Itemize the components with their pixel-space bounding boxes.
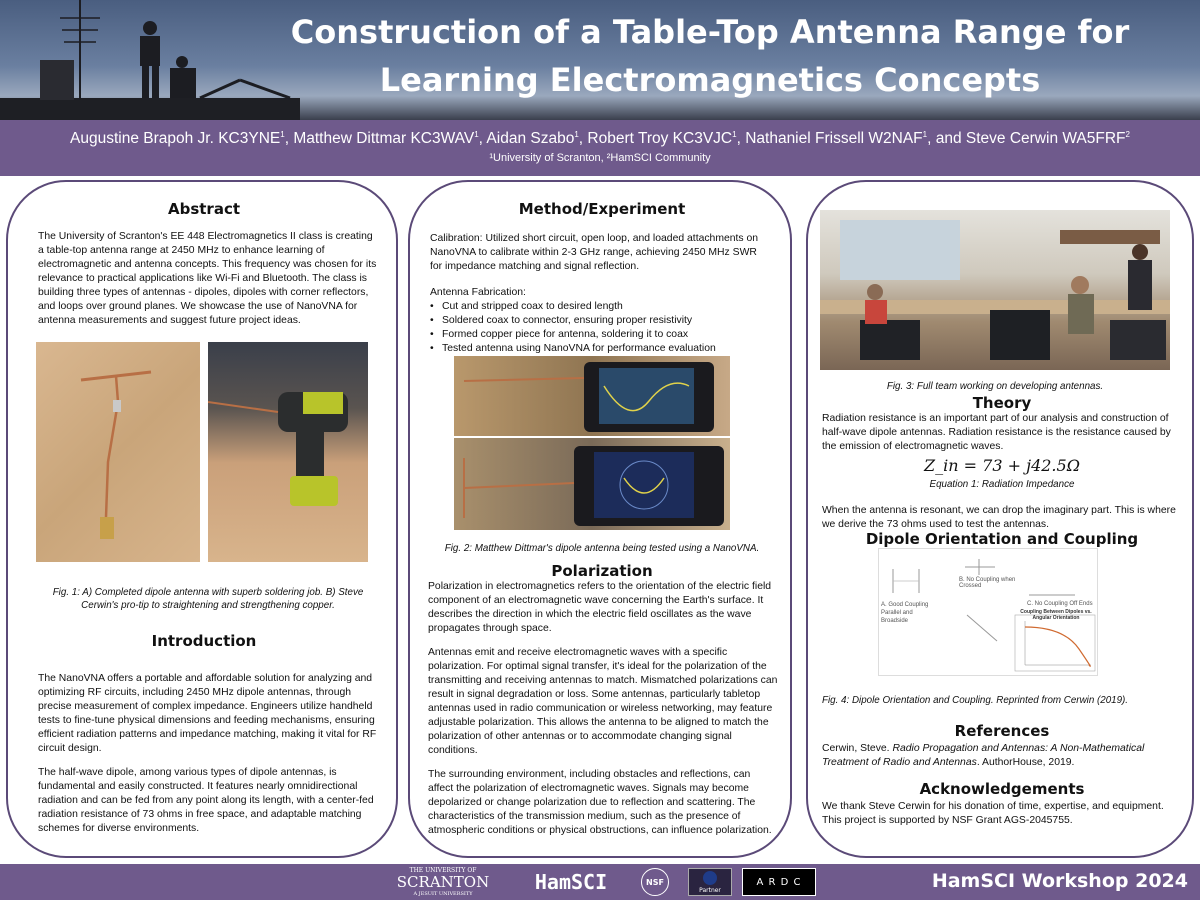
left-column-panel xyxy=(6,180,398,858)
footer-bar xyxy=(0,864,1200,900)
author: Matthew Dittmar KC3WAV xyxy=(293,130,475,148)
list-item: • Tested antenna using NanoVNA for performance evaluation xyxy=(430,342,780,356)
coupling-label-a: A. Good Coupling Parallel and Broadside xyxy=(881,602,929,624)
reference-book: Radio Propagation and Antennas: A Non-Mathematical Treatment of Radio and Antennas xyxy=(822,743,1145,768)
hamsci-logo: HamSCI xyxy=(534,870,608,894)
poster-title: Construction of a Table-Top Antenna Range for Learning Electromagnetics Concepts xyxy=(290,13,1130,99)
author: Robert Troy KC3VJC xyxy=(587,130,733,148)
nasa-partner-logo: Partner xyxy=(688,868,732,896)
fig1-caption: Fig. 1: A) Completed dipole antenna with superb soldering job. B) Steve Cerwin's pro-tip to straightening and strengthening copper. xyxy=(52,587,364,611)
calibration-text: Calibration: Utilized short circuit, open loop, and loaded attachments on NanoVNA to calibrate within 2-3 GHz range, achieving 2450 MHz SWR for impedance matching and signal reflection. xyxy=(430,233,759,272)
author: Aidan Szabo xyxy=(486,130,575,148)
coupling-label-b: B. No Coupling when Crossed xyxy=(959,577,1016,589)
acknowledgements-heading: Acknowledgements xyxy=(919,780,1085,798)
introduction-heading: Introduction xyxy=(151,632,257,650)
workshop-label: HamSCI Workshop 2024 xyxy=(931,870,1188,892)
reference-publisher: . AuthorHouse, 2019. xyxy=(976,757,1075,768)
polarization-paragraph-3: The surrounding environment, including obstacles and reflections, can affect the polarization of electromagnetic waves. Signals may become depolarized or change polarization due to reflection and scattering. The characteristics of the transmission medium, such as the presence of atmospheric conditions or physical obstructions, can influence polarization. xyxy=(428,769,772,836)
dipole-heading: Dipole Orientation and Coupling xyxy=(865,530,1139,548)
references-heading: References xyxy=(954,722,1050,740)
dipole-orientation-figure xyxy=(878,548,1098,676)
reference-author: Cerwin, Steve. xyxy=(822,743,893,754)
introduction-paragraph-1: The NanoVNA offers a portable and affordable solution for analyzing and optimizing RF circuits, including 2450 MHz dipole antennas, through precise measurement of complex impedance. Engineers utilize handheld tests to fine-tune physical dimensions and feeding mechanisms, ensuring efficient radiation patterns and impedance matching, making it vital for RF circuit design. xyxy=(38,673,377,754)
lab-drawing xyxy=(820,210,1170,370)
nanovna-drawing-1 xyxy=(454,356,730,436)
polarization-paragraph-1: Polarization in electromagnetics refers to the orientation of the electric field component of an electromagnetic wave concerning the Earth's surface. It describes the direction in which the electric field oscillates as the wave propagates through space. xyxy=(428,581,772,634)
right-column-panel xyxy=(806,180,1194,858)
polarization-heading: Polarization xyxy=(551,562,653,580)
drill-photo xyxy=(208,342,368,562)
ardc-logo: A R D C xyxy=(742,868,816,896)
author: Nathaniel Frissell W2NAF xyxy=(745,130,923,148)
title-banner xyxy=(0,0,1200,120)
fig4-caption: Fig. 4: Dipole Orientation and Coupling. Reprinted from Cerwin (2019). xyxy=(822,695,1129,706)
affiliations: ¹University of Scranton, ²HamSCI Community xyxy=(489,152,711,165)
list-item: • Soldered coax to connector, ensuring proper resistivity xyxy=(430,314,780,328)
theory-heading: Theory xyxy=(972,394,1032,412)
reference-entry xyxy=(822,742,1182,770)
equation-caption: Equation 1: Radiation Impedance xyxy=(929,479,1075,490)
coupling-chart-title: Coupling Between Dipoles vs. Angular Orientation xyxy=(1020,609,1092,621)
fabrication-steps xyxy=(430,300,780,356)
nanovna-photo-1 xyxy=(454,356,730,436)
fig2-caption: Fig. 2: Matthew Dittmar's dipole antenna being tested using a NanoVNA. xyxy=(444,543,760,554)
middle-column-panel xyxy=(408,180,792,858)
introduction-paragraph-2: The half-wave dipole, among various types of dipole antennas, is fundamental and easily constructed. It features nearly omnidirectional radiation and can be fed from any point along its length, with a center-fed radiation resistance of 73 ohms in free space, and adaptable matching schemes for diverse environments. xyxy=(38,767,374,834)
polarization-paragraph-2: Antennas emit and receive electromagnetic waves with a specific polarization. For optimal signal transfer, it's ideal for the polarization of the transmitting and receiving antennas to match. Mismatched polarizations can result in signal degradation or loss. Some antennas, particularly tabletop antennas used in radio communication or wireless networking, may feature adjustable polarization. This allows the antenna to be aligned to match the polarization of other antennas or to accommodate changing signal conditions. xyxy=(428,647,778,756)
author: Augustine Brapoh Jr. KC3YNE xyxy=(70,130,281,148)
antenna-drawing xyxy=(36,342,200,562)
rooftop-silhouette xyxy=(0,0,300,120)
scranton-logo: THE UNIVERSITY OF SCRANTON A JESUIT UNIVERSITY xyxy=(396,866,490,897)
abstract-text: The University of Scranton's EE 448 Electromagnetics II class is creating a table-top antenna range at 2450 MHz to enhance learning of electromagnetic and antenna concepts. This frequency was chosen for its relevance to practical applications like Wi-Fi and Bluetooth. The class is building three types of antennas - dipoles, dipoles with corner reflectors, and loops over ground planes. We showcase the use of NanoVNA for antenna measurements and suggest future project ideas. xyxy=(38,231,377,326)
abstract-heading: Abstract xyxy=(167,200,241,218)
nsf-logo: NSF xyxy=(638,868,672,896)
nanovna-drawing-2 xyxy=(454,438,730,530)
nasa-icon xyxy=(703,871,717,885)
radiation-impedance-equation: Z_in = 73 + j42.5Ω xyxy=(924,456,1080,475)
drill-drawing xyxy=(208,342,368,562)
list-item: • Formed copper piece for antenna, soldering it to coax xyxy=(430,328,780,342)
acknowledgements-text: We thank Steve Cerwin for his donation of time, expertise, and equipment. This project is supported by NSF Grant AGS-2045755. xyxy=(822,801,1164,826)
author: and Steve Cerwin WA5FRF xyxy=(935,130,1126,148)
author-bar xyxy=(0,120,1200,176)
dipole-antenna-photo xyxy=(36,342,200,562)
fabrication-title: Antenna Fabrication: xyxy=(430,287,526,298)
theory-paragraph-1: Radiation resistance is an important part of our analysis and construction of half-wave dipole antennas. Radiation resistance is the resistance caused by the emission of electromagnetic waves. xyxy=(822,413,1171,452)
nanovna-photo-2 xyxy=(454,438,730,530)
list-item: • Cut and stripped coax to desired length xyxy=(430,300,780,314)
method-heading: Method/Experiment xyxy=(518,200,686,218)
team-photo xyxy=(820,210,1170,370)
theory-paragraph-2: When the antenna is resonant, we can drop the imaginary part. This is where we derive the 73 ohms used to test the antennas. xyxy=(822,505,1176,530)
fig3-caption: Fig. 3: Full team working on developing antennas. xyxy=(886,381,1104,392)
author-list: Augustine Brapoh Jr. KC3YNE$^1$, Matthew Dittmar KC3WAV$^1$, Aidan Szabo$^1$, Robert Troy KC3VJC$^1$, Nathaniel Frissell W2NAF$^1$, and Steve Cerwin WA5FRF$^2$ xyxy=(70,130,1130,148)
coupling-label-c: C. No Coupling Off Ends xyxy=(1027,601,1093,607)
